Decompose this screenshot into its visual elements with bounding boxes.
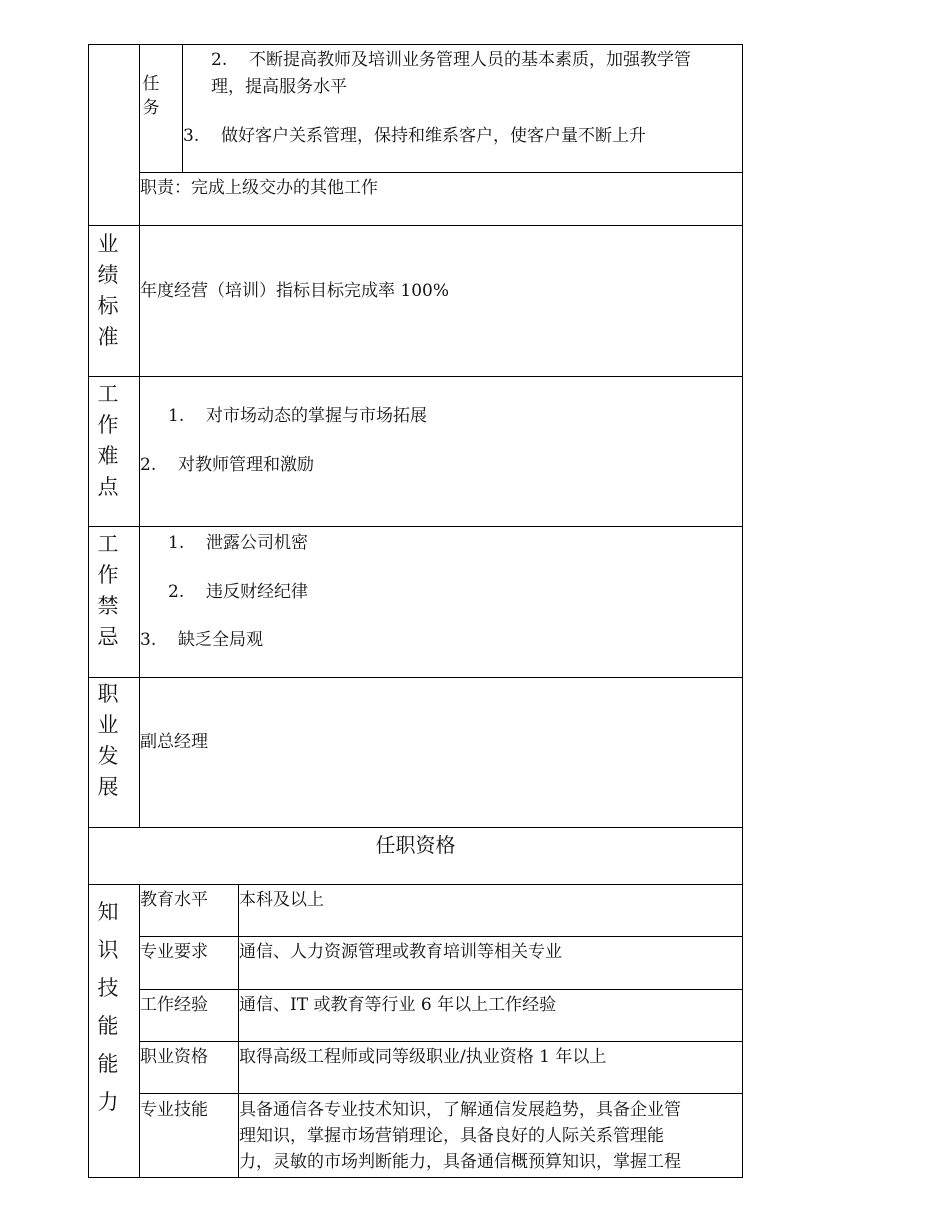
- prohibition-2-text: 违反财经纪律: [206, 582, 308, 602]
- qual-education-label: 教育水平: [140, 890, 208, 910]
- prohibition-2-number: 2.: [168, 582, 185, 602]
- prohibition-1-number: 1.: [168, 533, 185, 553]
- difficulty-2-number: 2.: [140, 455, 157, 475]
- row-line-tasks: [139, 172, 743, 173]
- qual-education-value: 本科及以上: [239, 890, 324, 910]
- table-border-right: [742, 44, 743, 1178]
- task-2-text-line1: 不断提高教师及培训业务管理人员的基本素质，加强教学管: [249, 50, 691, 70]
- table-border-left: [88, 44, 89, 1178]
- row-line-career: [88, 827, 743, 828]
- qual-skills-label: 专业技能: [140, 1100, 208, 1120]
- performance-text: 年度经营（培训）指标目标完成率 100%: [140, 281, 450, 301]
- row-line-qual-title: [88, 884, 743, 885]
- qual-experience-label: 工作经验: [140, 995, 208, 1015]
- task-2-number: 2.: [211, 50, 228, 70]
- row-line-duty: [88, 225, 743, 226]
- career-label: 职业发展: [97, 682, 119, 799]
- career-text: 副总经理: [140, 732, 208, 752]
- qualifications-title: 任职资格: [375, 833, 456, 857]
- qual-major-value: 通信、人力资源管理或教育培训等相关专业: [239, 942, 562, 962]
- task-3-number: 3.: [183, 126, 200, 146]
- row-line-qual-2: [139, 989, 743, 990]
- table-border-bottom: [88, 1177, 743, 1178]
- qual-experience-value: 通信、IT 或教育等行业 6 年以上工作经验: [239, 995, 557, 1015]
- row-line-prohibitions: [88, 677, 743, 678]
- label-column-divider: [139, 44, 140, 827]
- row-line-qual-1: [139, 936, 743, 937]
- qual-label-divider: [139, 884, 140, 1178]
- task-label-divider: [182, 44, 183, 173]
- qual-skills-value-line3: 力，灵敏的市场判断能力，具备通信概预算知识，掌握工程: [239, 1152, 681, 1172]
- difficulty-2-text: 对教师管理和激励: [178, 455, 314, 475]
- prohibition-3-text: 缺乏全局观: [178, 630, 263, 650]
- qual-certification-value: 取得高级工程师或同等级职业/执业资格 1 年以上: [239, 1047, 607, 1067]
- row-line-performance: [88, 376, 743, 377]
- qual-certification-label: 职业资格: [140, 1047, 208, 1067]
- difficulty-1-text: 对市场动态的掌握与市场拓展: [206, 406, 427, 426]
- task-label: 任务: [142, 74, 160, 118]
- qualifications-group-label: 知识技能能力: [97, 900, 119, 1114]
- prohibitions-label: 工作禁忌: [97, 532, 119, 649]
- row-line-qual-3: [139, 1041, 743, 1042]
- difficulty-1-number: 1.: [168, 406, 185, 426]
- task-2-text-line2: 理，提高服务水平: [211, 77, 347, 97]
- table-border-top: [88, 44, 743, 45]
- prohibition-3-number: 3.: [140, 630, 157, 650]
- prohibition-1-text: 泄露公司机密: [206, 533, 308, 553]
- row-line-qual-4: [139, 1093, 743, 1094]
- qual-skills-value-line2: 理知识，掌握市场营销理论，具备良好的人际关系管理能: [239, 1126, 664, 1146]
- qual-major-label: 专业要求: [140, 942, 208, 962]
- duty-text: 职责：完成上级交办的其他工作: [140, 178, 378, 198]
- row-line-difficulties: [88, 526, 743, 527]
- performance-label: 业绩标准: [97, 232, 119, 349]
- qual-skills-value-line1: 具备通信各专业技术知识，了解通信发展趋势，具备企业管: [239, 1100, 681, 1120]
- task-3-text: 做好客户关系管理，保持和维系客户，使客户量不断上升: [221, 126, 646, 146]
- difficulties-label: 工作难点: [97, 382, 119, 499]
